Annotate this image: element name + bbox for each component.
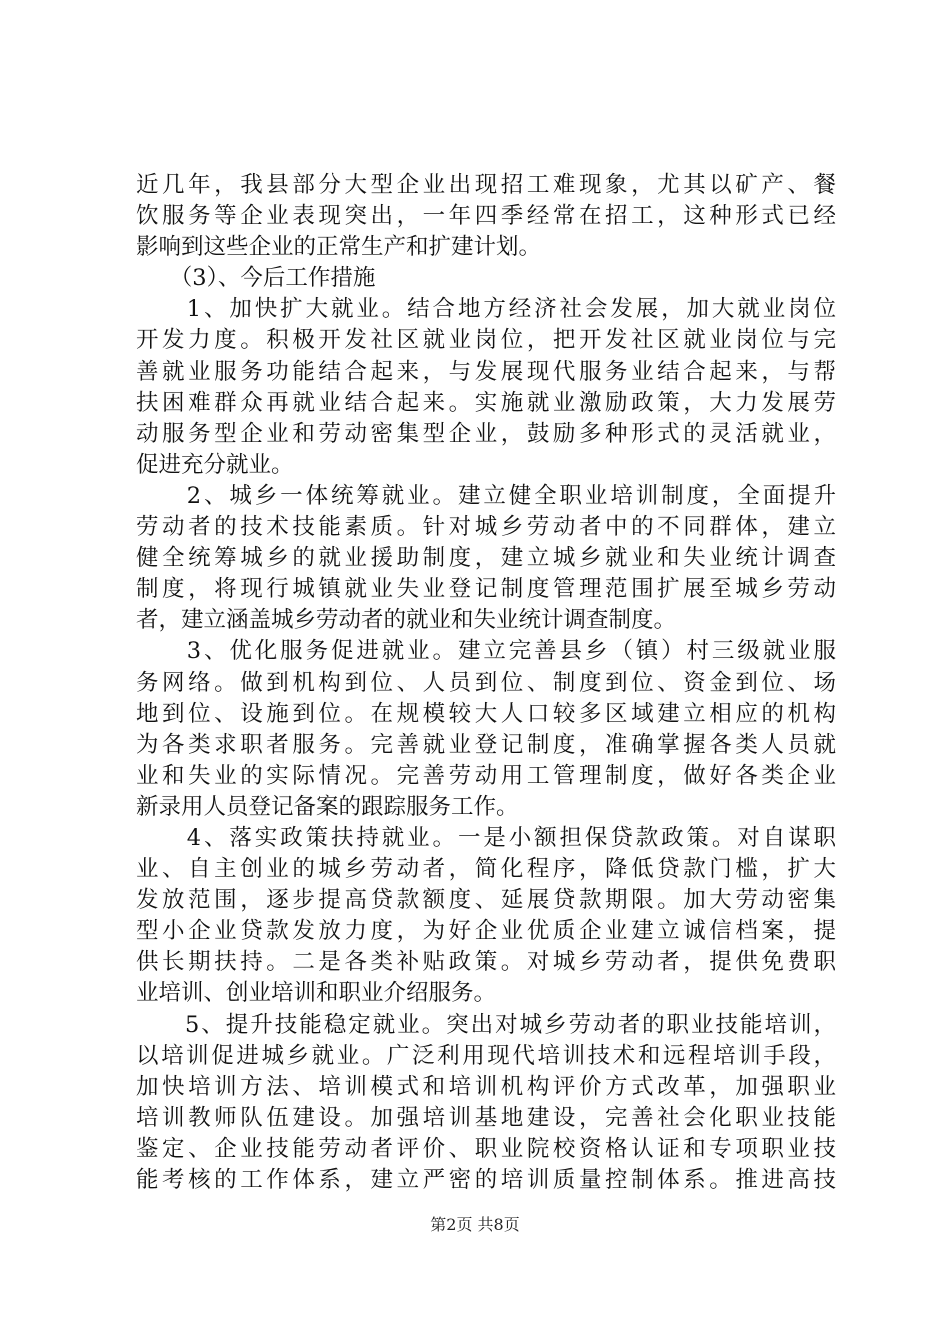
text-line: 地到位、设施到位。在规模较大人口较多区域建立相应的机构 (136, 700, 836, 727)
text-line: 业培训、创业培训和职业介绍服务。 (136, 980, 497, 1007)
text-line: 供长期扶持。二是各类补贴政策。对城乡劳动者，提供免费职 (136, 949, 836, 976)
text-line: 扶困难群众再就业结合起来。实施就业激励政策，大力发展劳 (136, 389, 836, 416)
text-line: 能考核的工作体系，建立严密的培训质量控制体系。推进高技 (136, 1167, 836, 1193)
text-line: 4、落实政策扶持就业。一是小额担保贷款政策。对自谋职 (136, 824, 836, 851)
text-line: （3）、今后工作措施 (136, 265, 376, 292)
text-line: 业、自主创业的城乡劳动者，简化程序，降低贷款门槛，扩大 (136, 856, 836, 883)
text-line: 近几年，我县部分大型企业出现招工难现象，尤其以矿产、餐 (136, 172, 836, 198)
text-line: 业和失业的实际情况。完善劳动用工管理制度，做好各类企业 (136, 762, 836, 789)
text-line: 开发力度。积极开发社区就业岗位，把开发社区就业岗位与完 (136, 327, 836, 354)
text-line: 为各类求职者服务。完善就业登记制度，准确掌握各类人员就 (136, 731, 836, 758)
text-line: 制度，将现行城镇就业失业登记制度管理范围扩展至城乡劳动 (136, 576, 836, 603)
text-line: 促进充分就业。 (136, 451, 294, 478)
text-line: 善就业服务功能结合起来，与发展现代服务业结合起来，与帮 (136, 358, 836, 385)
text-line: 饮服务等企业表现突出，一年四季经常在招工，这种形式已经 (136, 203, 836, 230)
text-line: 健全统筹城乡的就业援助制度，建立城乡就业和失业统计调查 (136, 545, 836, 572)
text-line: 鉴定、企业技能劳动者评价、职业院校资格认证和专项职业技 (136, 1135, 836, 1162)
document-body (136, 170, 836, 1196)
text-line: 动服务型企业和劳动密集型企业，鼓励多种形式的灵活就业， (136, 420, 836, 447)
text-line: 发放范围，逐步提高贷款额度、延展贷款期限。加大劳动密集 (136, 887, 836, 914)
text-line: 2、城乡一体统筹就业。建立健全职业培训制度，全面提升 (136, 482, 836, 509)
text-line: 加快培训方法、培训模式和培训机构评价方式改革，加强职业 (136, 1073, 836, 1100)
text-line: 1、加快扩大就业。结合地方经济社会发展，加大就业岗位 (136, 296, 836, 323)
text-line: 以培训促进城乡就业。广泛利用现代培训技术和远程培训手段， (136, 1042, 836, 1069)
text-line: 劳动者的技术技能素质。针对城乡劳动者中的不同群体，建立 (136, 514, 836, 541)
text-line: 3、优化服务促进就业。建立完善县乡（镇）村三级就业服 (136, 638, 836, 665)
text-line: 培训教师队伍建设。加强培训基地建设，完善社会化职业技能 (136, 1104, 836, 1131)
page-footer: 第2页 共8页 (430, 1215, 520, 1234)
text-line: 者，建立涵盖城乡劳动者的就业和失业统计调查制度。 (136, 607, 677, 634)
text-line: 影响到这些企业的正常生产和扩建计划。 (136, 234, 542, 261)
text-line: 5、提升技能稳定就业。突出对城乡劳动者的职业技能培训， (136, 1011, 836, 1038)
text-line: 型小企业贷款发放力度，为好企业优质企业建立诚信档案，提 (136, 918, 836, 945)
text-line: 新录用人员登记备案的跟踪服务工作。 (136, 793, 519, 820)
text-line: 务网络。做到机构到位、人员到位、制度到位、资金到位、场 (136, 669, 836, 696)
